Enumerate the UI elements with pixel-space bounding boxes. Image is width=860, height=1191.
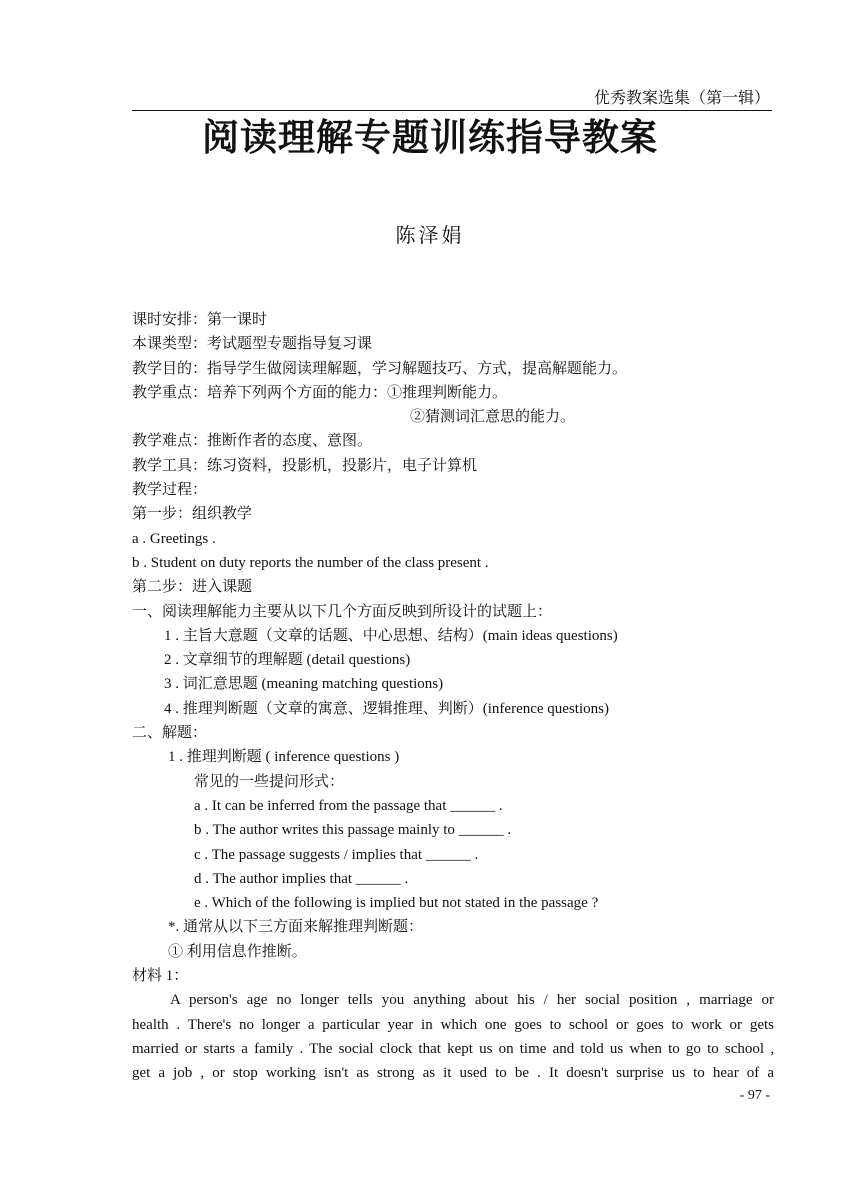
header-rule	[132, 110, 772, 111]
passage	[132, 988, 774, 1085]
step-one-heading: 第一步：组织教学	[132, 506, 253, 523]
lesson-schedule: 课时安排：第一课时	[132, 312, 268, 328]
section-one-heading: 一、阅读理解能力主要从以下几个方面反映到所设计的试题上：	[132, 603, 553, 620]
passage-line: get a job , or stop working isn't as strong as it used to be . It doesn't surprise us to hear of a	[132, 1065, 774, 1082]
question-form-b: b . The author writes this passage mainly to ______ .	[194, 822, 512, 839]
question-form-a: a . It can be inferred from the passage that ______ .	[194, 797, 503, 814]
lesson-type: 本课类型：考试题型专题指导复习课	[132, 336, 373, 353]
teaching-objective: 教学目的：指导学生做阅读理解题，学习解题技巧、方式，提高解题能力。	[132, 360, 628, 377]
passage-line: A person's age no longer tells you anything about his / her social position , marriage or	[170, 992, 774, 1009]
teaching-difficulty: 教学难点：推断作者的态度、意图。	[132, 433, 373, 450]
passage-line: health . There's no longer a particular year in which one goes to school or goes to work or gets	[132, 1016, 774, 1033]
passage-line: married or starts a family . The social clock that kept us on time and told us when to go to school ,	[132, 1040, 774, 1057]
ability-item-1: 1 . 主旨大意题（文章的话题、中心思想、结构）(main ideas questions)	[164, 627, 618, 644]
step-one-item-a: a . Greetings .	[132, 530, 216, 547]
document-title: 阅读理解专题训练指导教案	[202, 116, 658, 159]
material-label: 材料 1：	[132, 968, 189, 985]
question-form-e: e . Which of the following is implied but not stated in the passage ?	[194, 895, 599, 912]
step-two-heading: 第二步：进入课题	[132, 579, 253, 596]
running-header: 优秀教案选集（第一辑）	[593, 90, 770, 107]
teaching-focus-item-2: ②猜测词汇意思的能力。	[410, 409, 576, 426]
question-form-d: d . The author implies that ______ .	[194, 870, 409, 887]
ability-item-3: 3 . 词汇意思题 (meaning matching questions)	[164, 676, 444, 693]
teaching-tools: 教学工具：练习资料，投影机，投影片，电子计算机	[132, 457, 478, 474]
document-body	[132, 308, 774, 1086]
author-name: 陈泽娟	[395, 223, 465, 247]
question-form-c: c . The passage suggests / implies that ______ .	[194, 846, 479, 863]
step-one-item-b: b . Student on duty reports the number of the class present .	[132, 554, 489, 571]
approach-note: *. 通常从以下三方面来解推理判断题：	[168, 919, 424, 936]
ability-item-2: 2 . 文章细节的理解题 (detail questions)	[164, 652, 411, 669]
ability-item-4: 4 . 推理判断题（文章的寓意、逻辑推理、判断）(inference questions)	[164, 700, 609, 717]
inference-heading: 1 . 推理判断题 ( inference questions )	[168, 749, 400, 766]
approach-item-1: ① 利用信息作推断。	[168, 943, 307, 960]
question-forms-heading: 常见的一些提问形式：	[194, 773, 345, 790]
teaching-focus: 教学重点：培养下列两个方面的能力：①推理判断能力。	[132, 384, 508, 401]
page-number: - 97 -	[739, 1088, 770, 1103]
teaching-process-heading: 教学过程：	[132, 482, 208, 499]
section-two-heading: 二、解题：	[132, 725, 208, 742]
